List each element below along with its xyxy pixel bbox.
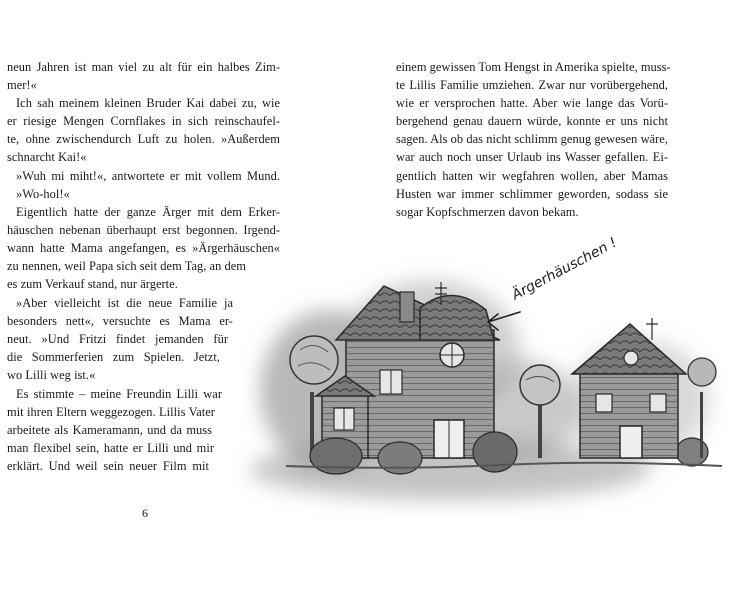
text-line: es zum Verkauf stand, nur ärgerte. (7, 277, 178, 291)
small-house (572, 318, 686, 458)
text-line: Eigentlich hatte der ganze Ärger mit dem Erker- (16, 205, 280, 219)
text-line: zu nennen, weil Papa sich seit dem Tag, an dem (7, 259, 246, 273)
text-line: wo Lilli weg ist.« (7, 368, 96, 382)
text-line: neun Jahren ist man viel zu alt für ein halbes Zim- (7, 60, 280, 74)
aergerhaeuschen-label: Ärgerhäuschen ! (509, 234, 620, 304)
text-line: »Aber vielleicht ist die neue Familie ja (16, 296, 233, 310)
text-line: te, ohne zwischendurch Luft zu holen. »Außerdem (7, 132, 280, 146)
text-line: schnarcht Kai!« (7, 150, 87, 164)
text-line: häuschen nebenan überhaupt erst begonnen. Irgend- (7, 223, 280, 237)
text-line: Husten war immer schlimmer geworden, sodass sie (396, 187, 668, 201)
text-line: bergehend genau dauern würde, konnte er uns nicht (396, 114, 668, 128)
text-line: arbeitete als Kameramann, und da muss (7, 423, 212, 437)
text-line: Ich sah meinem kleinen Bruder Kai dabei zu, wie (16, 96, 280, 110)
text-line: wann hatte Mama angefangen, es »Ärgerhäuschen« (7, 241, 280, 255)
text-line: erklärt. Und weil sein neuer Film mit (7, 459, 209, 473)
text-line: man flexibel sein, hatte er Lilli und mir (7, 441, 214, 455)
text-line: gentlich hatten wir wegfahren wollen, aber Mamas (396, 169, 668, 183)
text-line: neut. »Und Fritzi findet jemanden für (7, 332, 228, 346)
text-line: wie er versprochen hatte. Aber wie lange das Vorü- (396, 96, 668, 110)
text-line: mit ihren Eltern weggezogen. Lillis Vater (7, 405, 215, 419)
text-line: »Wo-hol!« (16, 187, 70, 201)
text-line: er riesige Mengen Cornflakes in sich reinschaufel- (7, 114, 280, 128)
text-line: sagen. Als ob das nicht schlimm genug gewesen wäre, (396, 132, 668, 146)
page-number: 6 (142, 506, 148, 520)
text-line: te Lillis Familie umziehen. Zwar nur vorübergehend, (396, 78, 668, 92)
text-line: mer!« (7, 78, 37, 92)
text-line: die Sommerferien zum Spielen. Jetzt, (7, 350, 220, 364)
text-line: besonders nett«, versuchte es Mama er- (7, 314, 233, 328)
text-line: sogar Kopfschmerzen davon bekam. (396, 205, 579, 219)
text-line: war auch noch unser Urlaub ins Wasser gefallen. Ei- (396, 150, 668, 164)
text-line: »Wuh mi miht!«, antwortete er mit vollem Mund. (16, 169, 280, 183)
handwritten-annotation (488, 233, 620, 330)
text-line: einem gewissen Tom Hengst in Amerika spielte, muss- (396, 60, 671, 74)
text-line: Es stimmte – meine Freundin Lilli war (16, 387, 222, 401)
